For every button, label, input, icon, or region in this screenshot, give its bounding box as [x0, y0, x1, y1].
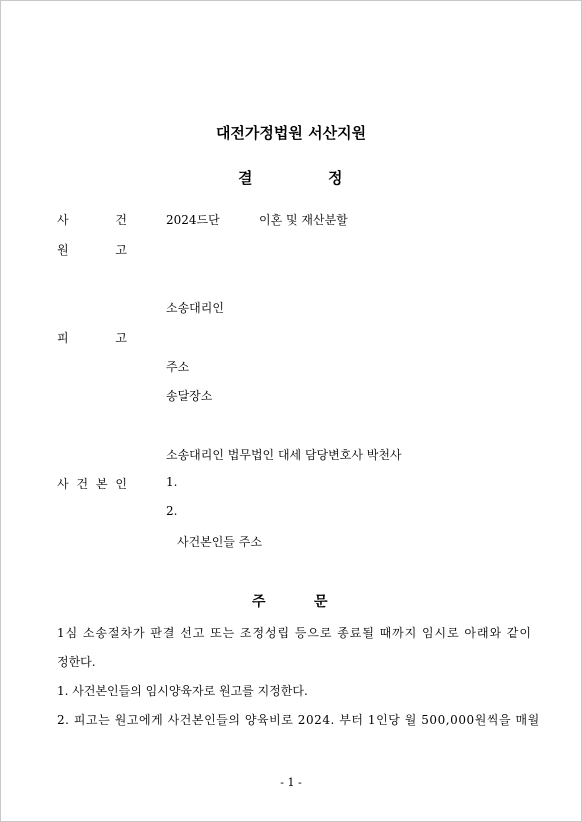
- principal-item-2: 2.: [166, 504, 178, 518]
- principals-address: 사건본인들 주소: [177, 535, 262, 549]
- court-title: 대전가정법원 서산지원: [215, 124, 367, 142]
- order-intro-line-1: [57, 624, 532, 641]
- page-number: - 1 -: [280, 776, 302, 789]
- document-type-char: 결: [238, 169, 253, 187]
- defendant-representative: 소송대리인 법무법인 대세 담당변호사 박천사: [166, 448, 402, 462]
- order-item-1: 1. 사건본인들의 임시양육자로 원고를 지정한다.: [57, 684, 308, 698]
- case-name: 이혼 및 재산분할: [259, 213, 348, 227]
- document-type-char: 정: [328, 169, 343, 187]
- order-intro-text: 1심 소송절차가 판결 선고 또는 조정성립 등으로 종료될 때까지 임시로 아래와 같이: [57, 626, 532, 640]
- case-number: 2024드단: [166, 213, 220, 227]
- defendant-delivery-address: 송달장소: [166, 389, 213, 403]
- principals-label: 사 건 본 인: [57, 477, 127, 491]
- defendant-label: 피 고: [57, 331, 127, 345]
- plaintiff-label: 원 고: [57, 243, 127, 257]
- plaintiff-representative: 소송대리인: [166, 301, 224, 315]
- order-item-2-text: 2. 피고는 원고에게 사건본인들의 양육비로 2024. 부터 1인당 월 500,000원씩을 매월: [57, 713, 540, 727]
- order-heading-char: 문: [314, 594, 328, 610]
- order-heading-char: 주: [252, 594, 266, 610]
- defendant-address: 주소: [166, 360, 190, 374]
- order-item-2: [57, 711, 540, 728]
- case-label: 사 건: [57, 213, 127, 227]
- principal-item-1: 1.: [166, 475, 178, 489]
- order-intro-line-2: 정한다.: [57, 655, 96, 669]
